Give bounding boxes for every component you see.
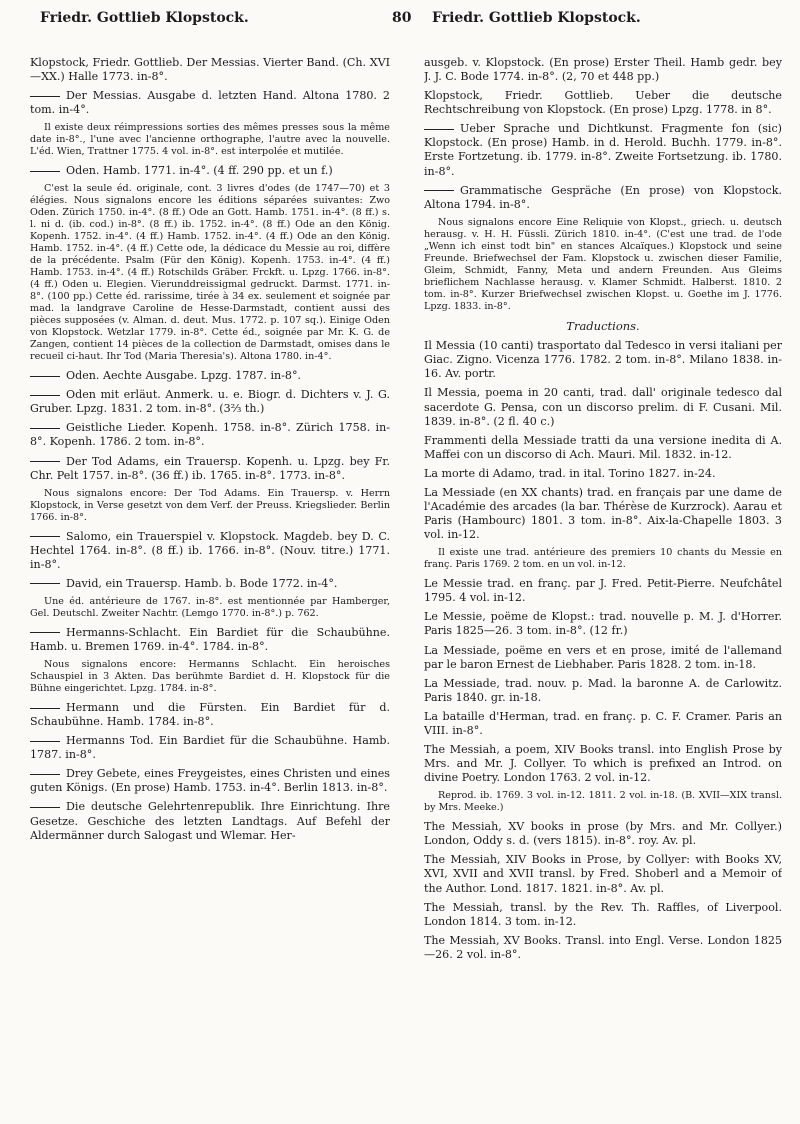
entry-text: Oden. Aechte Ausgabe. Lpzg. 1787. in-8°. [66, 369, 302, 383]
ditto-dash [30, 395, 60, 396]
bibliographic-note [424, 790, 782, 814]
ditto-dash [30, 96, 60, 97]
entry-text: La bataille d'Herman, trad. en franç. p. C. F. Cramer. Paris an VIII. in-8°. [424, 709, 782, 737]
bibliographic-entry [424, 122, 782, 178]
running-header [0, 6, 800, 32]
bibliographic-entry [424, 89, 782, 117]
entry-text: Il Messia (10 canti) trasportato dal Tedesco in versi italiani per Giac. Zigno. Vicenza 1776. 1782. 2 tom. in-8°. Milano 1838. in-16. Av. portr. [424, 339, 782, 381]
entry-text: Le Messie trad. en franç. par J. Fred. Petit-Pierre. Neufchâtel 1795. 4 vol. in-12. [424, 577, 782, 605]
bibliographic-entry [424, 743, 782, 785]
entry-text: The Messiah, XV Books. Transl. into Engl. Verse. London 1825—26. 2 vol. in-8°. [424, 933, 782, 961]
entry-text: The Messiah, XIV Books in Prose, by Collyer: with Books XV, XVI, XVII and XVII transl. by Fred. Shoberl and a Memoir of the Author. Lond. 1817. 1821. in-8°. Av. pl. [424, 853, 782, 895]
entry-text: Die deutsche Gelehrtenrepublik. Ihre Einrichtung. Ihre Gesetze. Geschiche des letzten Landtags. Auf Befehl der Aldermänner durch Salogast und Wlemar. Her- [30, 800, 390, 842]
bibliographic-note [30, 659, 390, 695]
entry-text: Reprod. ib. 1769. 3 vol. in-12. 1811. 2 vol. in-18. (B. XVII—XIX transl. by Mrs. Meeke.) [424, 790, 782, 814]
bibliographic-entry [424, 820, 782, 848]
entry-text: Nous signalons encore Eine Reliquie von Klopst., griech. u. deutsch herausg. v. H. H. Füssli. Zürich 1810. in-4°. (C'est une trad. de l'ode „Wenn ich einst todt bin" en stances Alcaïques.) Klopstock und seine Freunde. Briefwechsel der Fam. Klopstock u. zwischen dieser Familie, Gleim, Schmidt, Fanny, Meta und andern Freunden. Aus Gleims brieflichem Nachlasse herausg. v. Klamer Schmidt. Halberst. 1810. 2 tom. in-8°. Kurzer Briefwechsel zwischen Klopst. u. Goethe im J. 1776. Lpzg. 1833. in-8°. [424, 216, 782, 312]
entry-text: Der Messias. Ausgabe d. letzten Hand. Altona 1780. 2 tom. in-4°. [30, 89, 390, 117]
page-number: 80 [392, 10, 412, 26]
bibliographic-entry [424, 677, 782, 705]
bibliographic-entry [30, 701, 390, 729]
entry-text: Salomo, ein Trauerspiel v. Klopstock. Magdeb. bey D. C. Hechtel 1764. in-8°. (8 ff.) ib. 1766. in-8°. (Nouv. titre.) 1771. in-8°. [30, 529, 390, 571]
entry-text: Oden mit erläut. Anmerk. u. e. Biogr. d. Dichters v. J. G. Gruber. Lpzg. 1831. 2 tom. in-8°. (3⅔ th.) [30, 388, 390, 416]
bibliographic-entry [30, 56, 390, 84]
bibliographic-entry [30, 800, 390, 842]
bibliographic-entry [424, 339, 782, 381]
bibliographic-note [30, 122, 390, 158]
ditto-dash [424, 129, 454, 130]
bibliographic-entry [30, 530, 390, 572]
entry-text: Hermanns Tod. Ein Bardiet für die Schaubühne. Hamb. 1787. in-8°. [30, 734, 390, 762]
entry-text: Drey Gebete, eines Freygeistes, eines Christen und eines guten Königs. (En prose) Hamb. 1753. in-4°. Berlin 1813. in-8°. [30, 767, 390, 795]
entry-text: Klopstock, Friedr. Gottlieb. Der Messias. Vierter Band. (Ch. XVI—XX.) Halle 1773. in-8°. [30, 56, 390, 84]
ditto-dash [30, 171, 60, 172]
entry-text: The Messiah, a poem, XIV Books transl. into English Prose by Mrs. and Mr. J. Collyer. To which is prefixed an Introd. on divine Poetry. London 1763. 2 vol. in-12. [424, 743, 782, 785]
ditto-dash [30, 536, 60, 537]
bibliographic-entry [30, 455, 390, 483]
entry-text: Grammatische Gespräche (En prose) von Klopstock. Altona 1794. in-8°. [424, 183, 782, 211]
bibliographic-entry [30, 577, 390, 591]
entry-text: La Messiade, trad. nouv. p. Mad. la baronne A. de Carlowitz. Paris 1840. gr. in-18. [424, 676, 782, 704]
entry-text: La morte di Adamo, trad. in ital. Torino 1827. in-24. [424, 466, 716, 480]
entry-text: Hermann und die Fürsten. Ein Bardiet für d. Schaubühne. Hamb. 1784. in-8°. [30, 701, 390, 729]
section-heading [424, 319, 782, 334]
entry-text: Ueber Sprache und Dichtkunst. Fragmente fon (sic) Klopstock. (En prose) Hamb. in d. Herold. Buchh. 1779. in-8°. Erste Fortzetung. ib. 1779. in-8°. Zweite Fortsetzung. ib. 1780. in-8°. [424, 122, 782, 178]
bibliographic-entry [424, 467, 782, 481]
bibliographic-entry [424, 610, 782, 638]
entry-text: Geistliche Lieder. Kopenh. 1758. in-8°. Zürich 1758. in-8°. Kopenh. 1786. 2 tom. in-8°. [30, 421, 390, 449]
ditto-dash [30, 376, 60, 377]
entry-text: Nous signalons encore: Der Tod Adams. Ein Trauersp. v. Herrn Klopstock, in Verse gesetzt von dem Verf. der Preuss. Kriegslieder. Berlin 1766. in-8°. [30, 487, 390, 523]
ditto-dash [30, 741, 60, 742]
bibliographic-entry [30, 626, 390, 654]
bibliographic-entry [424, 901, 782, 929]
bibliographic-entry [424, 184, 782, 212]
bibliographic-entry [30, 388, 390, 416]
entry-text: Traductions. [566, 318, 640, 333]
entry-text: The Messiah, XV books in prose (by Mrs. and Mr. Collyer.) London, Oddy s. d. (vers 1815). in-8°. roy. Av. pl. [424, 820, 782, 848]
bibliographic-entry [424, 853, 782, 895]
entry-text: The Messiah, transl. by the Rev. Th. Raffles, of Liverpool. London 1814. 3 tom. in-12. [424, 900, 782, 928]
entry-text: C'est la seule éd. originale, cont. 3 livres d'odes (de 1747—70) et 3 élégies. Nous signalons encore les éditions séparées suivantes: Zwo Oden. Zürich 1750. in-4°. (8 ff.) Ode an Gott. Hamb. 1751. in-4°. (8 ff.) s. l. ni d. (ib. cod.) in-8°. (8 ff.) ib. 1752. in-4°. (8 ff.) Ode an den König. Kopenh. 1752. in-4°. (4 ff.) Hamb. 1752. in-4°. (4 ff.) Ode an den König. Hamb. 1752. in-4°. (4 ff.) Cette ode, la dédicace du Messie au roi, diffère de la précédente. Psalm (Für den König). Kopenh. 1753. in-4°. (4 ff.) Hamb. 1753. in-4°. (4 ff.) Rotschilds Gräber. Frckft. u. Lpzg. 1766. in-8°. (4 ff.) Oden u. Elegien. Vierunddreissigmal gedruckt. Darmst. 1771. in-8°. (100 pp.) Cette éd. rarissime, tirée à 34 ex. seulement et soignée par mad. la landgrave Caroline de Hesse-Darmstadt, contient aussi des pièces supposées (v. Alman. d. deut. Mus. 1772. p. 107 sq.). Einige Oden von Klopstock. Wetzlar 1779. in-8°. Cette éd., soignée par Mr. K. G. de Zangen, contient 14 pièces de la collection de Darmstadt, omises dans le recueil ci-haut. Ihr Tod (Maria Theresia's). Altona 1780. in-4°. [30, 183, 390, 363]
entry-text: Le Messie, poëme de Klopst.: trad. nouvelle p. M. J. d'Horrer. Paris 1825—26. 3 tom. in-8°. (12 fr.) [424, 610, 782, 638]
bibliographic-entry [424, 710, 782, 738]
bibliographic-entry [30, 164, 390, 178]
entry-text: Klopstock, Friedr. Gottlieb. Ueber die deutsche Rechtschreibung von Klopstock. (En prose) Lpzg. 1778. in 8°. [424, 89, 782, 117]
bibliographic-entry [30, 421, 390, 449]
bibliographic-entry [424, 386, 782, 428]
ditto-dash [30, 774, 60, 775]
bibliographic-entry [30, 369, 390, 383]
entry-text: Nous signalons encore: Hermanns Schlacht. Ein heroisches Schauspiel in 3 Akten. Das berühmte Bardiet d. H. Klopstock für die Bühne eingerichtet. Lpzg. 1784. in-8°. [30, 659, 390, 695]
ditto-dash [30, 807, 60, 808]
bibliographic-entry [424, 486, 782, 542]
ditto-dash [424, 190, 454, 191]
ditto-dash [30, 428, 60, 429]
entry-text: David, ein Trauersp. Hamb. b. Bode 1772. in-4°. [66, 576, 338, 590]
left-column [30, 56, 390, 1116]
entry-text: Oden. Hamb. 1771. in-4°. (4 ff. 290 pp. et un f.) [66, 164, 333, 178]
bibliographic-note [424, 217, 782, 313]
bibliographic-entry [424, 434, 782, 462]
entry-text: La Messiade, poëme en vers et en prose, imité de l'allemand par le baron Ernest de Liebhaber. Paris 1828. 2 tom. in-18. [424, 643, 782, 671]
bibliographic-entry [30, 767, 390, 795]
ditto-dash [30, 461, 60, 462]
bibliographic-note [30, 488, 390, 524]
ditto-dash [30, 583, 60, 584]
entry-text: Der Tod Adams, ein Trauersp. Kopenh. u. Lpzg. bey Fr. Chr. Pelt 1757. in-8°. (36 ff.) ib. 1765. in-8°. 1773. in-8°. [30, 454, 390, 482]
bibliographic-entry [30, 89, 390, 117]
bibliographic-entry [424, 577, 782, 605]
header-left-title: Friedr. Gottlieb Klopstock. [40, 10, 249, 26]
ditto-dash [30, 632, 60, 633]
bibliographic-note [424, 547, 782, 571]
entry-text: Frammenti della Messiade tratti da una versione inedita di A. Maffei con un discorso di Ach. Mauri. Mil. 1832. in-12. [424, 433, 782, 461]
bibliographic-note [30, 183, 390, 363]
bibliographic-entry [424, 934, 782, 962]
entry-text: Une éd. antérieure de 1767. in-8°. est mentionnée par Hamberger, Gel. Deutschl. Zweiter Nachtr. (Lemgo 1770. in-8°.) p. 762. [30, 595, 390, 619]
entry-text: Il existe une trad. antérieure des premiers 10 chants du Messie en franç. Paris 1769. 2 tom. en un vol. in-12. [424, 547, 782, 571]
entry-text: Il Messia, poema in 20 canti, trad. dall' originale tedesco dal sacerdote G. Pensa, con un discorso prelim. di F. Cusani. Mil. 1839. in-8°. (2 fl. 40 c.) [424, 386, 782, 428]
ditto-dash [30, 708, 60, 709]
entry-text: Hermanns-Schlacht. Ein Bardiet für die Schaubühne. Hamb. u. Bremen 1769. in-4°. 1784. in-8°. [30, 625, 390, 653]
entry-text: La Messiade (en XX chants) trad. en français par une dame de l'Académie des arcades (la bar. Thérèse de Kurzrock). Aarau et Paris (Hambourc) 1801. 3 tom. in-8°. Aix-la-Chapelle 1803. 3 vol. in-12. [424, 485, 782, 542]
bibliographic-note [30, 596, 390, 620]
entry-text: Il existe deux réimpressions sorties des mêmes presses sous la même date in-8°., l'une avec l'ancienne orthographe, l'autre avec la nouvelle. L'éd. Wien, Trattner 1775. 4 vol. in-8°. est interpolée et mutilée. [30, 122, 390, 158]
right-column [424, 56, 782, 1116]
entry-text: ausgeb. v. Klopstock. (En prose) Erster Theil. Hamb gedr. bey J. J. C. Bode 1774. in-8°. (2, 70 et 448 pp.) [424, 56, 782, 84]
header-right-title: Friedr. Gottlieb Klopstock. [432, 10, 641, 26]
bibliographic-entry [424, 644, 782, 672]
bibliographic-entry [424, 56, 782, 84]
bibliographic-entry [30, 734, 390, 762]
